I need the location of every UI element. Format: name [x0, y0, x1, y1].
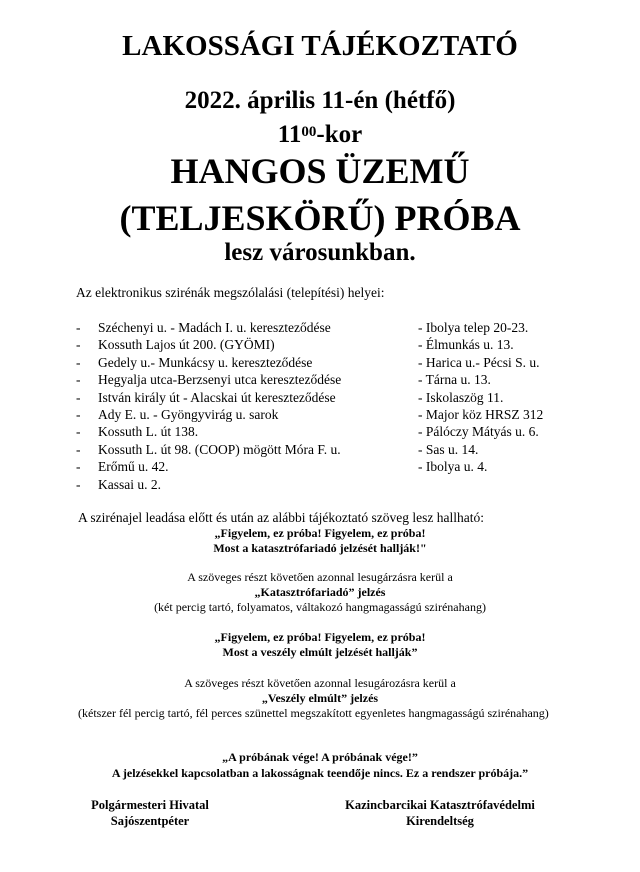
location-text: Gedely u.- Munkácsy u. kereszteződése [98, 354, 313, 370]
siren-locations-left-list [76, 319, 341, 493]
event-time-suffix: -kor [316, 121, 363, 148]
signature-left-line-2: Sajószentpéter [110, 814, 190, 828]
after-message-1-line-1: A szöveges részt követően azonnal lesugárzásra kerül a [187, 570, 453, 584]
headline-line-2: (TELJESKÖRŰ) PRÓBA [119, 198, 521, 238]
location-text: István király út - Alacskai út kereszteződése [98, 389, 336, 405]
page-title: LAKOSSÁGI TÁJÉKOZTATÓ [122, 30, 518, 62]
list-dash: - [76, 372, 81, 388]
location-text: Hegyalja utca-Berzsenyi utca kereszteződése [98, 372, 342, 388]
list-item [76, 476, 341, 493]
signature-left [74, 797, 226, 829]
list-dash: - [76, 320, 81, 335]
message-1-line-2: Most a katasztrófariadó jelzését hallják!" [213, 541, 427, 555]
list-item [76, 389, 341, 406]
list-dash: - [76, 459, 81, 475]
signature-right [320, 797, 560, 829]
list-item [76, 319, 341, 336]
location-text: Kossuth L. út 138. [98, 424, 199, 440]
list-item: - Major köz HRSZ 312 [418, 406, 544, 422]
headline-line-1: HANGOS ÜZEMŰ [170, 151, 470, 191]
signature-right-line-2: Kirendeltség [406, 814, 474, 828]
after-message-2-line-2: „Veszély elmúlt” jelzés [261, 691, 379, 705]
after-message-2-line-1: A szöveges részt követően azonnal lesugározásra kerül a [184, 676, 456, 690]
message-2-line-1: „Figyelem, ez próba! Figyelem, ez próba! [214, 630, 426, 644]
list-item: - Tárna u. 13. [418, 372, 491, 388]
list-dash: - [76, 424, 81, 440]
list-dash: - [76, 389, 81, 405]
signature-left-line-1: Polgármesteri Hivatal [91, 798, 209, 812]
end-message-line-1: „A próbának vége! A próbának vége!” [222, 750, 418, 764]
event-date: 2022. április 11-én (hétfő) [184, 87, 456, 114]
list-item: - Sas u. 14. [418, 441, 479, 457]
list-item: - Ibolya u. 4. [418, 459, 488, 475]
list-item: - Iskolaszög 11. [418, 389, 504, 405]
after-message-2-line-3: (kétszer fél percig tartó, fél perces szünettel megszakított egyenletes hangmagasságú szirénahang) [78, 706, 549, 720]
list-dash: - [76, 337, 81, 353]
list-item [76, 423, 341, 440]
location-text: Széchenyi u. - Madách I. u. kereszteződése [98, 320, 331, 335]
event-time-hour: 11 [277, 121, 302, 148]
list-dash: - [76, 354, 81, 370]
after-message-1-line-3: (két percig tartó, folyamatos, váltakozó hangmagasságú szirénahang) [154, 600, 486, 614]
after-message-1-line-2: „Katasztrófariadó” jelzés [254, 585, 386, 599]
headline-line-3: lesz városunkban. [224, 239, 416, 266]
list-item [76, 458, 341, 475]
list-item [76, 441, 341, 458]
message-2-line-2: Most a veszély elmúlt jelzését hallják” [222, 645, 418, 659]
event-time-minutes: 00 [301, 124, 317, 140]
list-item: - Pálóczy Mátyás u. 6. [418, 424, 539, 440]
location-text: Kassai u. 2. [98, 476, 161, 492]
list-dash: - [76, 441, 81, 457]
event-time [0, 121, 640, 149]
siren-locations-intro: Az elektronikus szirénák megszólalási (telepítési) helyei: [76, 285, 385, 300]
notice-intro: A szirénajel leadása előtt és után az alábbi tájékoztató szöveg lesz hallható: [78, 510, 484, 525]
list-item [76, 336, 341, 353]
list-item: - Ibolya telep 20-23. [418, 320, 529, 335]
end-message-line-2: A jelzésekkel kapcsolatban a lakosságnak teendője nincs. Ez a rendszer próbája.” [111, 766, 529, 780]
list-item [76, 371, 341, 388]
list-item [76, 354, 341, 371]
list-dash: - [76, 476, 81, 492]
location-text: Kossuth L. út 98. (COOP) mögött Móra F. u. [98, 441, 341, 457]
signature-right-line-1: Kazincbarcikai Katasztrófavédelmi [345, 798, 535, 812]
list-item: - Harica u.- Pécsi S. u. [418, 354, 540, 370]
list-item: - Élmunkás u. 13. [418, 337, 514, 353]
location-text: Erőmű u. 42. [98, 459, 169, 475]
siren-locations-right-list [418, 319, 543, 476]
list-item [76, 406, 341, 423]
list-dash: - [76, 406, 81, 422]
location-text: Ady E. u. - Gyöngyvirág u. sarok [98, 406, 279, 422]
location-text: Kossuth Lajos út 200. (GYÖMI) [98, 337, 275, 353]
message-1-line-1: „Figyelem, ez próba! Figyelem, ez próba! [214, 526, 426, 540]
